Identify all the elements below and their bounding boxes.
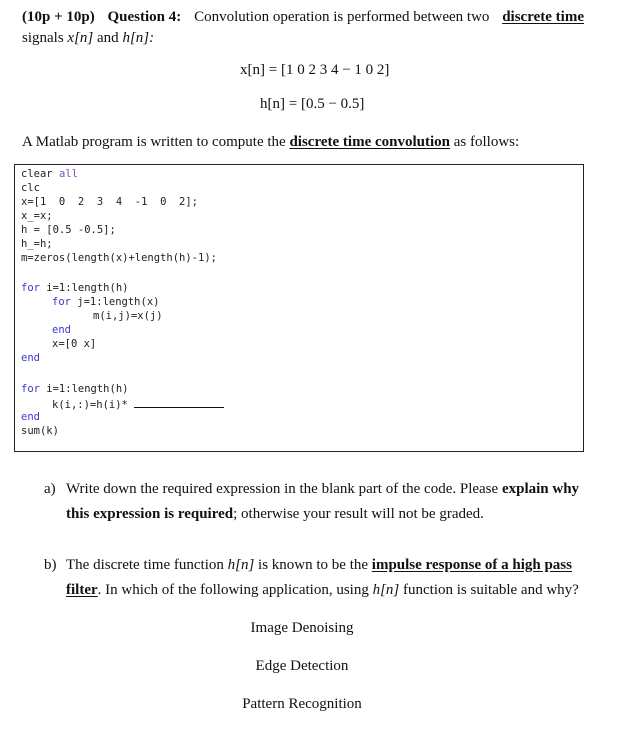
code-h-assign: h = [0.5 -0.5]; xyxy=(21,224,116,236)
answer-blank xyxy=(134,397,224,408)
question-line-1 xyxy=(22,9,584,26)
option-pattern-recognition: Pattern Recognition xyxy=(242,696,362,712)
term-discrete-time-convolution: discrete time convolution xyxy=(289,134,450,150)
question-line-2 xyxy=(22,30,154,47)
code-m-zeros: m=zeros(length(x)+length(h)-1); xyxy=(21,252,217,264)
code-m-assign: m(i,j)=x(j) xyxy=(93,310,163,322)
term-discrete-time: discrete time xyxy=(502,9,584,25)
code-clc: clc xyxy=(21,182,40,194)
code-end-inner: end xyxy=(52,324,71,336)
intro-text-b: as follows: xyxy=(453,134,520,150)
part-a-line-1: Write down the required expression in the blank part of the code. Please explain why xyxy=(66,481,580,497)
part-b-label: b) xyxy=(44,557,57,573)
h-equation: h[n] = [0.5 − 0.5] xyxy=(260,96,365,112)
question-text-a: Convolution operation is performed between two xyxy=(194,9,490,25)
x-equation: x[n] = [1 0 2 3 4 − 1 0 2] xyxy=(240,62,390,78)
code-end-outer: end xyxy=(21,352,40,364)
question-points: (10p + 10p) xyxy=(22,9,95,25)
code-x-shift: x=[0 x] xyxy=(52,338,97,350)
part-b-line-1: The discrete time function h[n] is known to be the impulse response of a high pass xyxy=(66,557,572,573)
signals-word: signals xyxy=(22,30,64,46)
code-x-copy: x_=x; xyxy=(21,210,53,222)
code-box xyxy=(14,164,584,452)
part-a-line-2: this expression is required; otherwise your result will not be graded. xyxy=(66,506,484,522)
code-x-assign: x=[1 0 2 3 4 -1 0 2]; xyxy=(21,196,199,208)
code-end-3: end xyxy=(21,411,40,423)
question-number: Question 4: xyxy=(107,9,182,25)
code-for-i-2: for i=1:length(h) xyxy=(21,383,129,395)
intro-text-a: A Matlab program is written to compute the xyxy=(22,134,286,150)
code-clear-all: clear all xyxy=(21,168,78,180)
x-symbol: x[n] xyxy=(67,30,94,46)
matlab-intro xyxy=(22,134,519,151)
code-sum: sum(k) xyxy=(21,425,59,437)
code-h-copy: h_=h; xyxy=(21,238,53,250)
option-edge-detection: Edge Detection xyxy=(255,658,349,674)
option-image-denoising: Image Denoising xyxy=(250,620,354,636)
h-symbol: h[n]: xyxy=(122,30,155,46)
part-b-line-2: filter. In which of the following application, using h[n] function is suitable and why? xyxy=(66,582,579,598)
code-for-i: for i=1:length(h) xyxy=(21,282,129,294)
code-k-assign: k(i,:)=h(i)* xyxy=(52,397,224,412)
part-a-label: a) xyxy=(44,481,56,497)
code-for-j: for j=1:length(x) xyxy=(52,296,160,308)
and-word: and xyxy=(97,30,119,46)
